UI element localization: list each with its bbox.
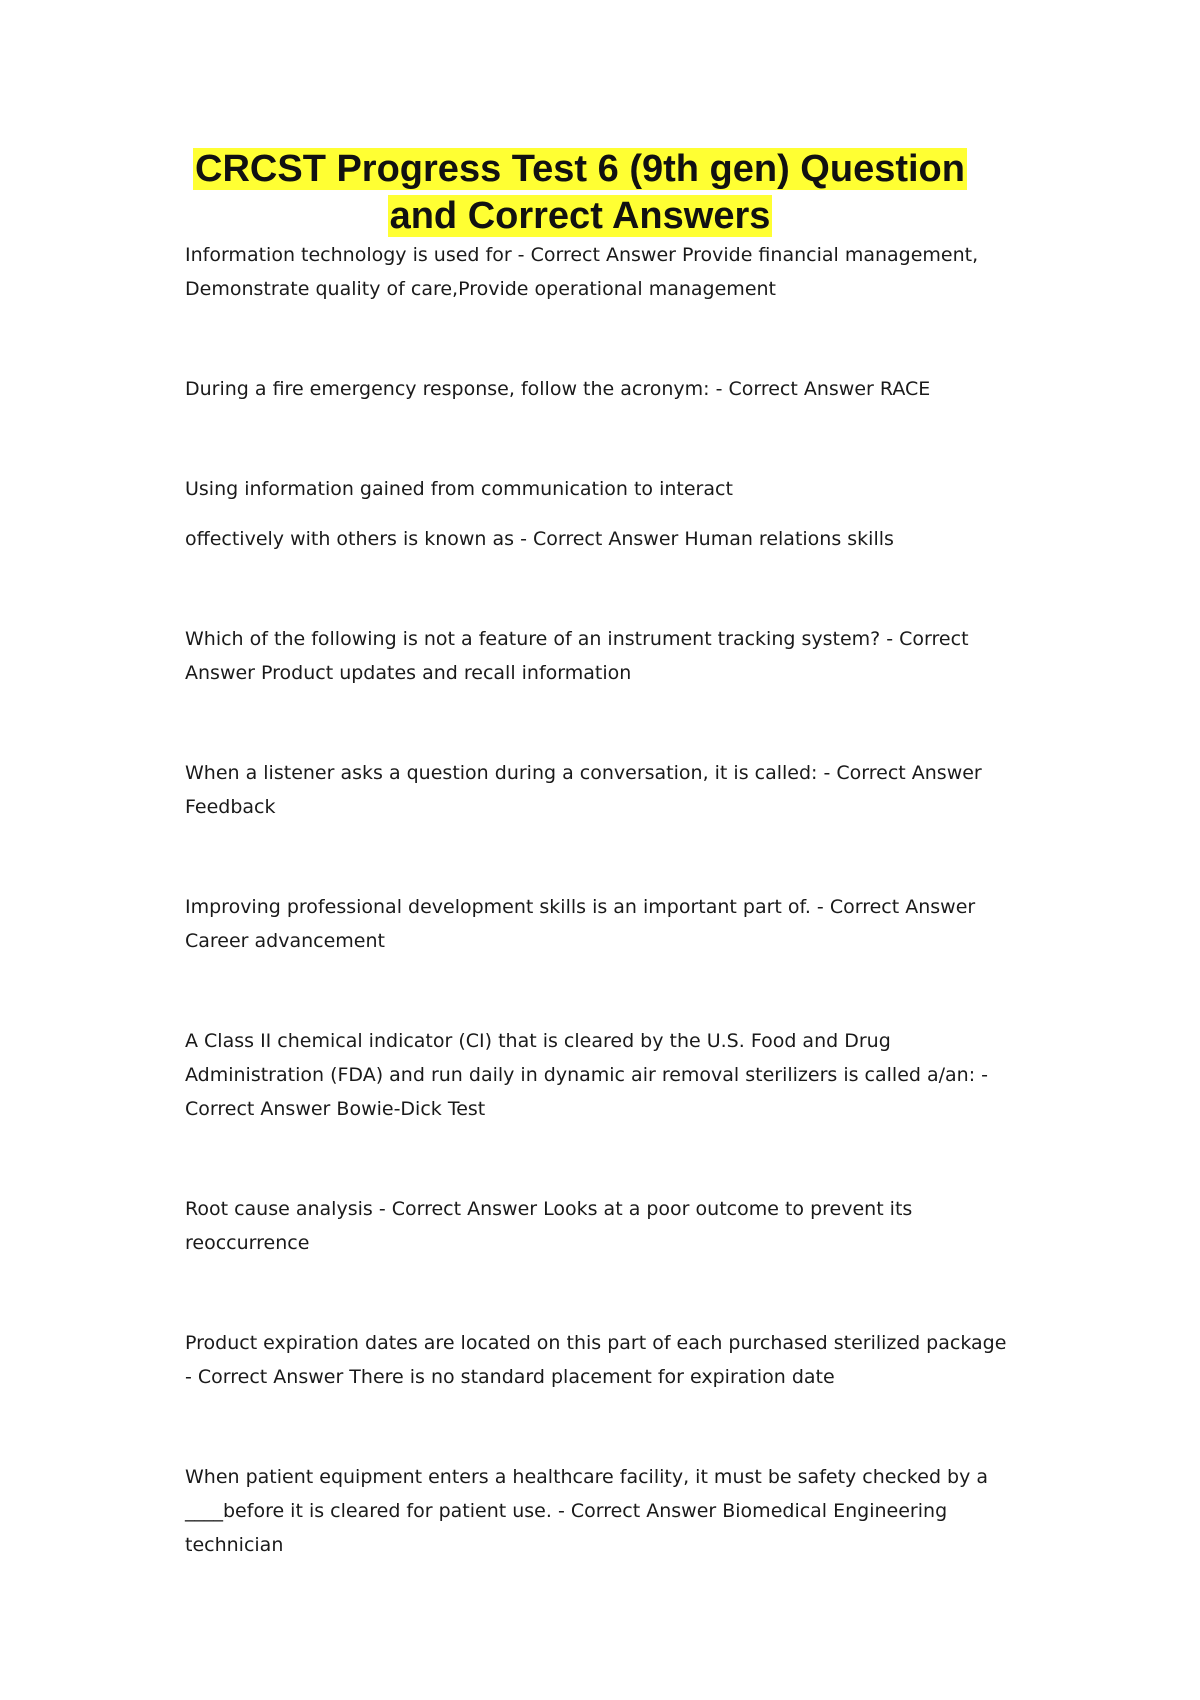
qa-entry-bowie-dick: A Class II chemical indicator (CI) that is cleared by the U.S. Food and Drug Administration (FDA) and run daily in dynamic air removal sterilizers is called a/an: - Correct Answer Bowie-Dick Test <box>185 1030 989 1120</box>
title-line-1: CRCST Progress Test 6 (9th gen) Question <box>195 148 965 190</box>
page-title <box>0 146 1160 240</box>
qa-entry-biomedical: When patient equipment enters a healthcare facility, it must be safety checked by a ____before it is cleared for patient use. - Correct Answer Biomedical Engineering technician <box>185 1466 989 1556</box>
qa-entry-human-relations-part2: offectively with others is known as - Correct Answer Human relations skills <box>185 528 894 550</box>
title-line-2: and Correct Answers <box>389 195 771 237</box>
qa-entry-root-cause: Root cause analysis - Correct Answer Looks at a poor outcome to prevent its reoccurrence <box>185 1198 913 1254</box>
qa-entry-it-usage: Information technology is used for - Correct Answer Provide financial management, Demonstrate quality of care,Provide operational management <box>185 244 979 300</box>
qa-entry-tracking-system: Which of the following is not a feature of an instrument tracking system? - Correct Answer Product updates and recall information <box>185 628 969 684</box>
qa-entry-human-relations-part1: Using information gained from communication to interact <box>185 478 733 500</box>
qa-entry-career: Improving professional development skills is an important part of. - Correct Answer Career advancement <box>185 896 976 952</box>
qa-entry-expiration: Product expiration dates are located on this part of each purchased sterilized package - Correct Answer There is no standard placement for expiration date <box>185 1332 1007 1388</box>
qa-entry-feedback: When a listener asks a question during a conversation, it is called: - Correct Answer Feedback <box>185 762 982 818</box>
qa-entry-fire-acronym: During a fire emergency response, follow the acronym: - Correct Answer RACE <box>185 378 931 400</box>
qa-list <box>185 238 1015 1562</box>
